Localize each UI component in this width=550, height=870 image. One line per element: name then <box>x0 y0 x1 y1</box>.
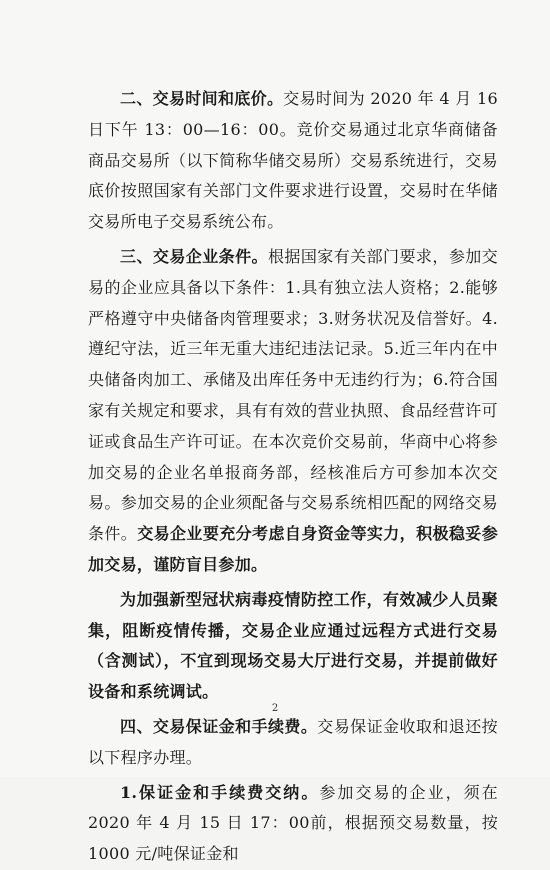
page-number: 2 <box>271 703 279 714</box>
section-deposit-and-fees <box>88 712 498 774</box>
section-heading: 三、交易企业条件。 <box>120 246 268 266</box>
paragraph-text: 参加交易的企业，须在 2020 年 4 月 15 日 17：00前，根据预交易数量，按 1000 元/吨保证金和 <box>88 782 498 864</box>
section-heading: 二、交易时间和底价。 <box>120 89 284 108</box>
paragraph-text: 交易时间为 2020 年 4 月 16 日下午 13：00—16：00。竞价交易通过北京华商储备商品交易所（以下简称华储交易所）交易系统进行，交易底价按照国家有关部门文件要求进行设置，交易时在华储交易所电子交易系统公布。 <box>88 89 498 232</box>
item-heading: 1.保证金和手续费交纳。 <box>120 782 320 802</box>
section-time-and-price <box>88 84 498 238</box>
item-deposit-payment <box>88 778 498 870</box>
paragraph-text: 根据国家有关部门要求，参加交易的企业应具备以下条件：1.具有独立法人资格；2.能够严格遵守中央储备肉管理要求；3.财务状况及信誉好。4.遵纪守法，近三年无重大违纪违法记录。5.近三年内在中央储备肉加工、承储及出库任务中无违约行为；6.符合国家有关规定和要求，具有有效的营业执照、食品经营许可证或食品生产许可证。在本次竞价交易前，华商中心将参加交易的企业名单报商务部，经核准后方可参加本次交易。参加交易的企业须配备与交易系统相匹配的网络交易条件。 <box>88 246 498 544</box>
section-enterprise-conditions <box>88 242 498 581</box>
warning-text: 交易企业要充分考虑自身资金等实力，积极稳妥参加交易，谨防盲目参加。 <box>88 524 498 574</box>
paragraph-text: 为加强新型冠状病毒疫情防控工作，有效减少人员聚集，阻断疫情传播，交易企业应通过远程方式进行交易（含测试），不宜到现场交易大厅进行交易，并提前做好设备和系统调试。 <box>88 589 498 702</box>
epidemic-notice <box>88 585 498 708</box>
paragraph-text: 交易保证金收取和退还按以下程序办理。 <box>88 716 498 767</box>
section-heading: 四、交易保证金和手续费。 <box>120 716 318 736</box>
document-body <box>88 84 498 870</box>
